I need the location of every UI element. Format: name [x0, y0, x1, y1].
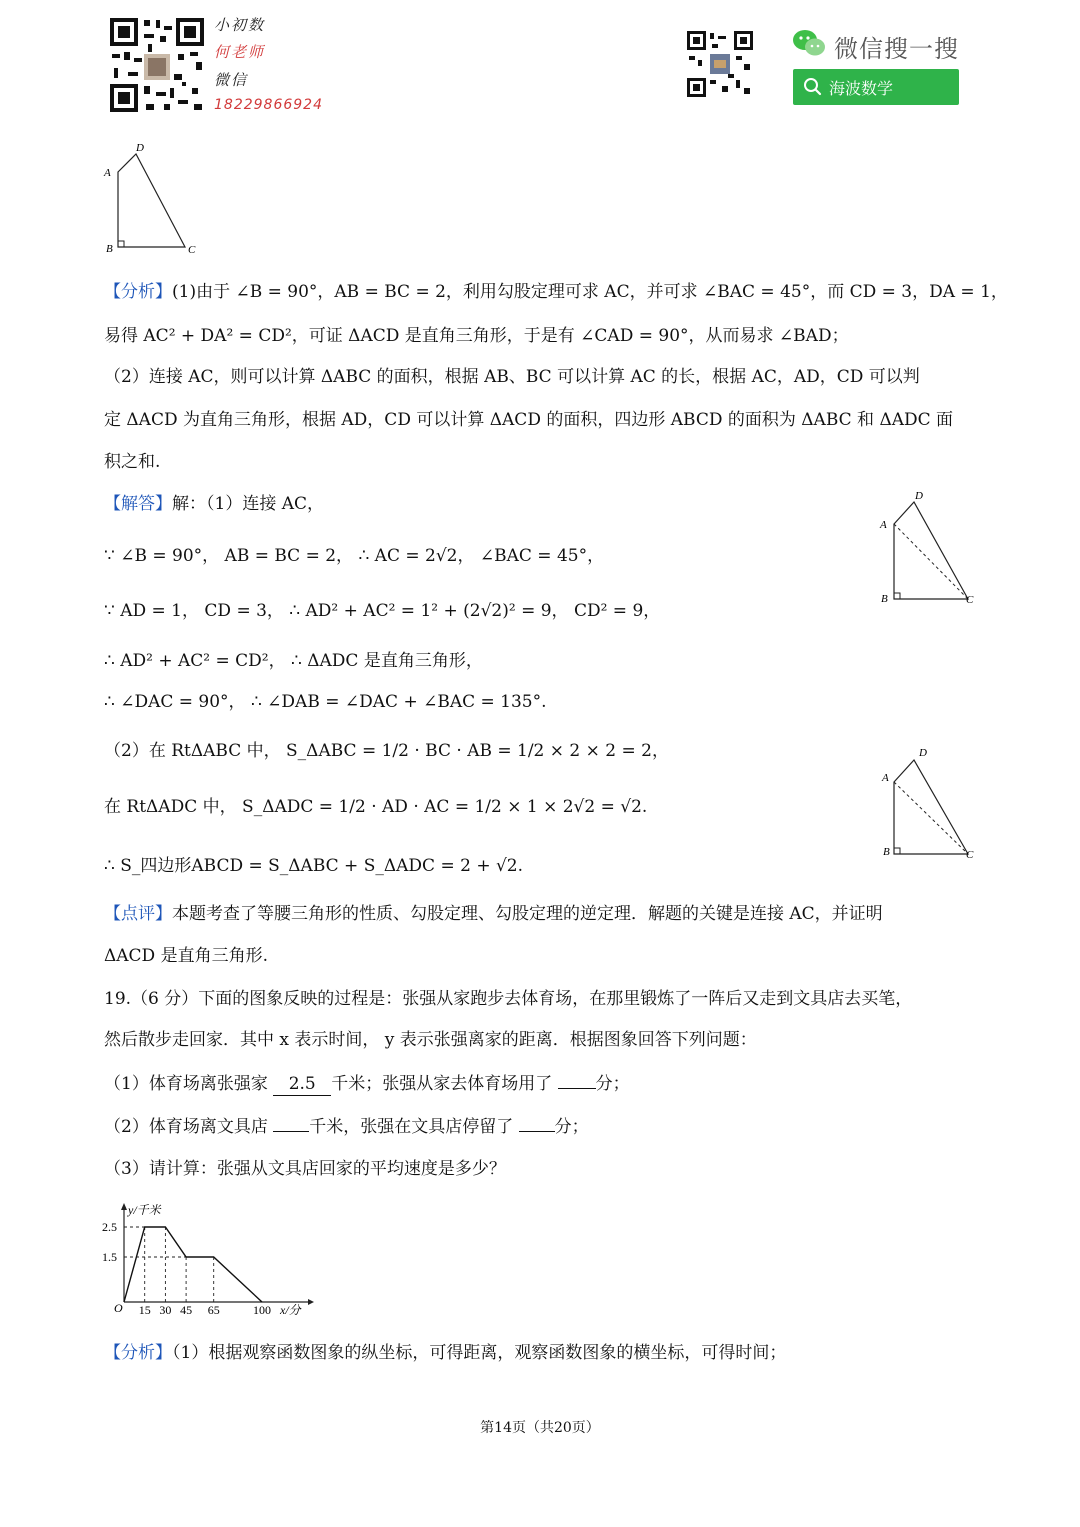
- area-formula-abc: S_ΔABC = 1/2 · BC · AB = 1/2 × 2 × 2 = 2，: [286, 741, 669, 761]
- solution-text-1: 解：（1）连接 AC，: [172, 494, 325, 514]
- analysis-line-4: 定 ΔACD 为直角三角形，根据 AD，CD 可以计算 ΔACD 的面积，四边形 ABCD 的面积为 ΔABC 和 ΔADC 面: [104, 410, 954, 430]
- quadrilateral-figure: [100, 138, 210, 258]
- solution-figure-1-label-a: A: [880, 519, 887, 531]
- qr-caption-line-2: 何老师: [214, 43, 266, 61]
- question-19-part-3: （3）请计算：张强从文具店回家的平均速度是多少？: [104, 1159, 506, 1179]
- solution-figure-2-label-d: D: [919, 747, 927, 759]
- solution-figure-2: [872, 742, 982, 866]
- solution-line-6-prefix: （2）在 RtΔABC 中，: [104, 741, 281, 761]
- solution-line-3: ∵ AD = 1， CD = 3， ∴ AD² + AC² = 1² + (2√2)² = 9， CD² = 9，: [104, 601, 661, 621]
- question-19-part-2: [104, 1116, 589, 1138]
- solution-figure-1-label-d: D: [915, 490, 923, 502]
- solution-figure-1: [872, 486, 982, 610]
- figure-label-a: A: [104, 167, 111, 179]
- y-tick-label: 1.5: [102, 1250, 117, 1264]
- q1-answer-blank-1[interactable]: 2.5: [273, 1073, 331, 1096]
- review-tag: 【点评】: [104, 904, 172, 924]
- search-icon: [803, 77, 823, 97]
- x-tick-label: 30: [159, 1303, 172, 1317]
- solution-tag: 【解答】: [104, 494, 172, 514]
- qr-caption-line-3: 微信: [214, 71, 249, 89]
- analysis2-text: （1）根据观察函数图象的纵坐标，可得距离，观察函数图象的横坐标，可得时间；: [172, 1343, 787, 1363]
- analysis-line-1: [104, 281, 1008, 303]
- solution-line-7: [104, 796, 647, 818]
- solution-figure-1-label-c: C: [966, 594, 974, 606]
- q2-text-c: 分；: [554, 1117, 589, 1137]
- figure-label-d: D: [136, 142, 144, 154]
- solution-line-7-prefix: 在 RtΔADC 中，: [104, 797, 237, 817]
- qr-caption-line-1: 小初数: [214, 16, 266, 34]
- distance-time-graph-svg: [98, 1198, 328, 1322]
- distance-time-graph: [98, 1198, 328, 1322]
- q2-text-a: （2）体育场离文具店: [104, 1117, 268, 1137]
- solution-line-6: [104, 740, 669, 762]
- solution-figure-2-label-a: A: [882, 772, 889, 784]
- search-button[interactable]: [793, 69, 959, 105]
- analysis-text-1: (1)由于 ∠B = 90°，AB = BC = 2，利用勾股定理可求 AC，并可求 ∠BAC = 45°，而 CD = 3，DA = 1，: [172, 282, 1008, 302]
- wechat-search-label: 微信搜一搜: [834, 35, 959, 63]
- review-line-2: ΔACD 是直角三角形.: [104, 946, 268, 966]
- qr-caption-phone: 18229866924: [214, 97, 323, 113]
- solution-line-1: [104, 493, 324, 515]
- analysis-tag: 【分析】: [104, 282, 172, 302]
- x-tick-label: 65: [207, 1303, 220, 1317]
- x-axis-label: x/分: [280, 1303, 301, 1317]
- q1-text-b: 千米；张强从家去体育场用了: [331, 1074, 553, 1094]
- qr-code-left: [108, 16, 206, 114]
- q1-text-c: 分；: [595, 1074, 630, 1094]
- q2-answer-blank-1[interactable]: [273, 1131, 309, 1132]
- search-button-label: 海波数学: [829, 78, 894, 98]
- origin-label: O: [114, 1301, 123, 1315]
- solution-line-4: ∴ AD² + AC² = CD²， ∴ ΔADC 是直角三角形，: [104, 651, 483, 671]
- solution-figure-2-label-b: B: [883, 846, 890, 858]
- qr-code-right: [686, 30, 754, 98]
- x-tick-label: 100: [253, 1303, 271, 1317]
- analysis2-tag: 【分析】: [104, 1343, 172, 1363]
- question-19-line-1: 19.（6 分）下面的图象反映的过程是：张强从家跑步去体育场，在那里锻炼了一阵后又走到文具店去买笔，: [104, 989, 913, 1009]
- solution-line-2: ∵ ∠B = 90°， AB = BC = 2， ∴ AC = 2√2， ∠BAC = 45°，: [104, 546, 605, 566]
- q2-text-b: 千米，张强在文具店停留了: [309, 1117, 514, 1137]
- solution-line-5: ∴ ∠DAC = 90°， ∴ ∠DAB = ∠DAC + ∠BAC = 135°.: [104, 692, 547, 712]
- wechat-logo-icon: [792, 28, 826, 58]
- analysis-line-3: （2）连接 AC，则可以计算 ΔABC 的面积，根据 AB、BC 可以计算 AC 的长，根据 AC，AD，CD 可以判: [104, 367, 920, 387]
- figure-label-b: B: [106, 243, 113, 255]
- review-line-1: [104, 903, 883, 925]
- question-19-line-2: 然后散步走回家．其中 x 表示时间， y 表示张强离家的距离．根据图象回答下列问题：: [104, 1030, 757, 1050]
- x-tick-label: 15: [138, 1303, 151, 1317]
- review-text-1: 本题考查了等腰三角形的性质、勾股定理、勾股定理的逆定理．解题的关键是连接 AC，并证明: [172, 904, 883, 924]
- solution-line-8: ∴ S_四边形ABCD = S_ΔABC + S_ΔADC = 2 + √2.: [104, 856, 524, 876]
- analysis2-line: [104, 1342, 786, 1364]
- y-tick-label: 2.5: [102, 1220, 117, 1234]
- figure-label-c: C: [188, 244, 196, 256]
- analysis-line-2: 易得 AC² + DA² = CD²，可证 ΔACD 是直角三角形，于是有 ∠CAD = 90°，从而易求 ∠BAD；: [104, 326, 849, 346]
- analysis-line-5: 积之和.: [104, 452, 161, 472]
- q2-answer-blank-2[interactable]: [519, 1131, 555, 1132]
- area-formula-adc: S_ΔADC = 1/2 · AD · AC = 1/2 × 1 × 2√2 = √2.: [242, 797, 648, 817]
- q1-text-a: （1）体育场离张强家: [104, 1074, 268, 1094]
- solution-figure-2-label-c: C: [966, 849, 974, 861]
- y-axis-label: y/千米: [128, 1203, 161, 1217]
- q1-answer-blank-2[interactable]: [558, 1088, 596, 1089]
- x-tick-label: 45: [180, 1303, 193, 1317]
- question-19-part-1: [104, 1073, 630, 1096]
- solution-figure-1-label-b: B: [881, 593, 888, 605]
- page-number: 第14页（共20页）: [480, 1420, 600, 1436]
